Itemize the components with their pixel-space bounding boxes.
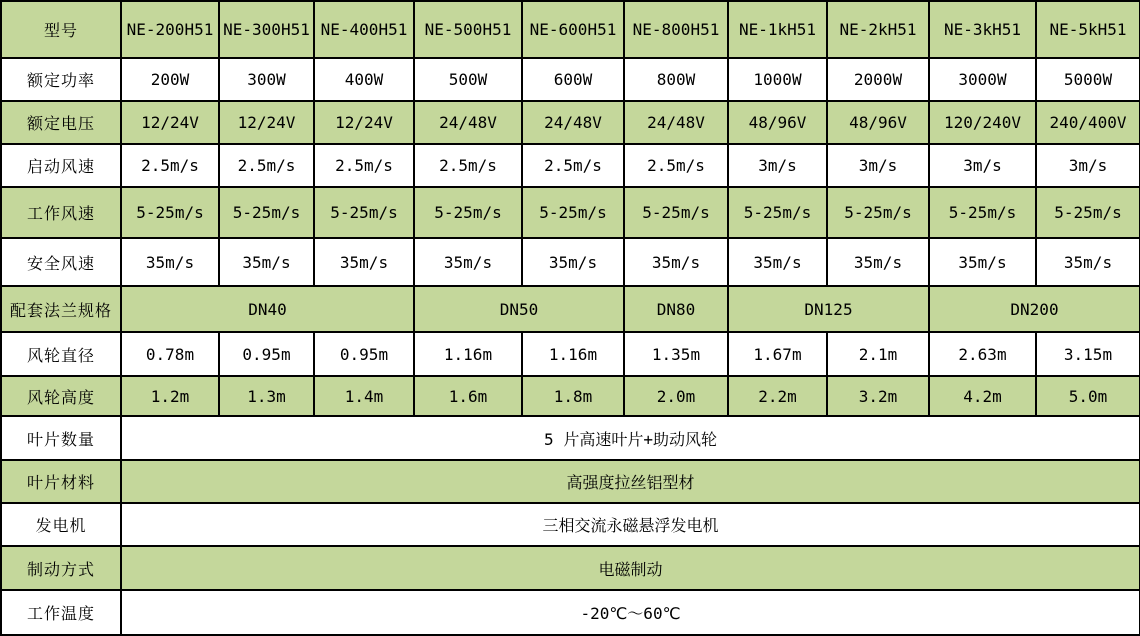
value-cell: 0.95m (219, 332, 314, 376)
value-cell: 1.8m (522, 376, 624, 416)
flange-group-cell: DN80 (624, 286, 728, 332)
value-cell: 2.5m/s (522, 144, 624, 187)
value-cell: 2.5m/s (314, 144, 414, 187)
merged-value-cell: 三相交流永磁悬浮发电机 (121, 503, 1140, 546)
value-cell: 3m/s (827, 144, 929, 187)
value-cell: 240/400V (1036, 101, 1140, 144)
model-cell: NE-1kH51 (728, 1, 827, 58)
value-cell: 3m/s (929, 144, 1036, 187)
row-label-safety-wind-speed: 安全风速 (1, 238, 121, 286)
row-label-braking-method: 制动方式 (1, 546, 121, 590)
row-label-model: 型号 (1, 1, 121, 58)
row-rotor-diameter (1, 332, 1140, 376)
value-cell: 3000W (929, 58, 1036, 101)
value-cell: 2.2m (728, 376, 827, 416)
value-cell: 35m/s (121, 238, 219, 286)
value-cell: 1000W (728, 58, 827, 101)
value-cell: 12/24V (121, 101, 219, 144)
value-cell: 2.5m/s (414, 144, 522, 187)
value-cell: 3.2m (827, 376, 929, 416)
merged-value-cell: 5 片高速叶片+助动风轮 (121, 416, 1140, 460)
flange-group-cell: DN50 (414, 286, 624, 332)
value-cell: 2.5m/s (219, 144, 314, 187)
value-cell: 35m/s (624, 238, 728, 286)
value-cell: 5-25m/s (1036, 187, 1140, 238)
value-cell: 5000W (1036, 58, 1140, 101)
row-generator (1, 503, 1140, 546)
value-cell: 35m/s (314, 238, 414, 286)
value-cell: 1.6m (414, 376, 522, 416)
row-label-startup-wind-speed: 启动风速 (1, 144, 121, 187)
value-cell: 24/48V (522, 101, 624, 144)
value-cell: 600W (522, 58, 624, 101)
value-cell: 0.78m (121, 332, 219, 376)
value-cell: 5-25m/s (827, 187, 929, 238)
value-cell: 2.1m (827, 332, 929, 376)
row-working-wind-speed (1, 187, 1140, 238)
row-label-rated-power: 额定功率 (1, 58, 121, 101)
model-cell: NE-5kH51 (1036, 1, 1140, 58)
value-cell: 35m/s (219, 238, 314, 286)
value-cell: 5-25m/s (121, 187, 219, 238)
flange-group-cell: DN40 (121, 286, 414, 332)
value-cell: 3.15m (1036, 332, 1140, 376)
row-label-blade-material: 叶片材料 (1, 460, 121, 503)
row-safety-wind-speed (1, 238, 1140, 286)
merged-value-cell: 电磁制动 (121, 546, 1140, 590)
value-cell: 1.2m (121, 376, 219, 416)
value-cell: 400W (314, 58, 414, 101)
value-cell: 2000W (827, 58, 929, 101)
model-cell: NE-3kH51 (929, 1, 1036, 58)
flange-group-cell: DN125 (728, 286, 929, 332)
value-cell: 24/48V (624, 101, 728, 144)
value-cell: 35m/s (728, 238, 827, 286)
model-cell: NE-400H51 (314, 1, 414, 58)
value-cell: 120/240V (929, 101, 1036, 144)
row-label-flange-spec: 配套法兰规格 (1, 286, 121, 332)
row-startup-wind-speed (1, 144, 1140, 187)
value-cell: 5-25m/s (219, 187, 314, 238)
value-cell: 5-25m/s (314, 187, 414, 238)
model-cell: NE-800H51 (624, 1, 728, 58)
model-cell: NE-600H51 (522, 1, 624, 58)
value-cell: 3m/s (728, 144, 827, 187)
value-cell: 5-25m/s (929, 187, 1036, 238)
flange-group-cell: DN200 (929, 286, 1140, 332)
model-cell: NE-300H51 (219, 1, 314, 58)
value-cell: 2.5m/s (121, 144, 219, 187)
row-rated-power (1, 58, 1140, 101)
value-cell: 1.3m (219, 376, 314, 416)
value-cell: 5-25m/s (624, 187, 728, 238)
value-cell: 5-25m/s (522, 187, 624, 238)
row-model (1, 1, 1140, 58)
value-cell: 1.16m (414, 332, 522, 376)
row-rated-voltage (1, 101, 1140, 144)
value-cell: 2.0m (624, 376, 728, 416)
row-label-rotor-height: 风轮高度 (1, 376, 121, 416)
row-flange-spec (1, 286, 1140, 332)
row-label-blade-count: 叶片数量 (1, 416, 121, 460)
model-cell: NE-200H51 (121, 1, 219, 58)
value-cell: 1.4m (314, 376, 414, 416)
model-cell: NE-500H51 (414, 1, 522, 58)
value-cell: 1.67m (728, 332, 827, 376)
value-cell: 35m/s (414, 238, 522, 286)
value-cell: 5-25m/s (414, 187, 522, 238)
value-cell: 1.35m (624, 332, 728, 376)
value-cell: 200W (121, 58, 219, 101)
value-cell: 2.5m/s (624, 144, 728, 187)
row-label-rotor-diameter: 风轮直径 (1, 332, 121, 376)
value-cell: 5.0m (1036, 376, 1140, 416)
row-rotor-height (1, 376, 1140, 416)
value-cell: 0.95m (314, 332, 414, 376)
value-cell: 35m/s (827, 238, 929, 286)
merged-value-cell: 高强度拉丝铝型材 (121, 460, 1140, 503)
value-cell: 2.63m (929, 332, 1036, 376)
row-braking-method (1, 546, 1140, 590)
row-label-generator: 发电机 (1, 503, 121, 546)
merged-value-cell: -20℃～60℃ (121, 590, 1140, 635)
value-cell: 48/96V (728, 101, 827, 144)
row-label-working-wind-speed: 工作风速 (1, 187, 121, 238)
value-cell: 24/48V (414, 101, 522, 144)
value-cell: 500W (414, 58, 522, 101)
value-cell: 35m/s (929, 238, 1036, 286)
value-cell: 48/96V (827, 101, 929, 144)
row-blade-count (1, 416, 1140, 460)
row-label-working-temperature: 工作温度 (1, 590, 121, 635)
value-cell: 300W (219, 58, 314, 101)
row-blade-material (1, 460, 1140, 503)
row-working-temperature (1, 590, 1140, 635)
row-label-rated-voltage: 额定电压 (1, 101, 121, 144)
value-cell: 4.2m (929, 376, 1036, 416)
value-cell: 800W (624, 58, 728, 101)
value-cell: 35m/s (522, 238, 624, 286)
value-cell: 3m/s (1036, 144, 1140, 187)
value-cell: 12/24V (219, 101, 314, 144)
value-cell: 35m/s (1036, 238, 1140, 286)
model-cell: NE-2kH51 (827, 1, 929, 58)
value-cell: 12/24V (314, 101, 414, 144)
value-cell: 1.16m (522, 332, 624, 376)
value-cell: 5-25m/s (728, 187, 827, 238)
